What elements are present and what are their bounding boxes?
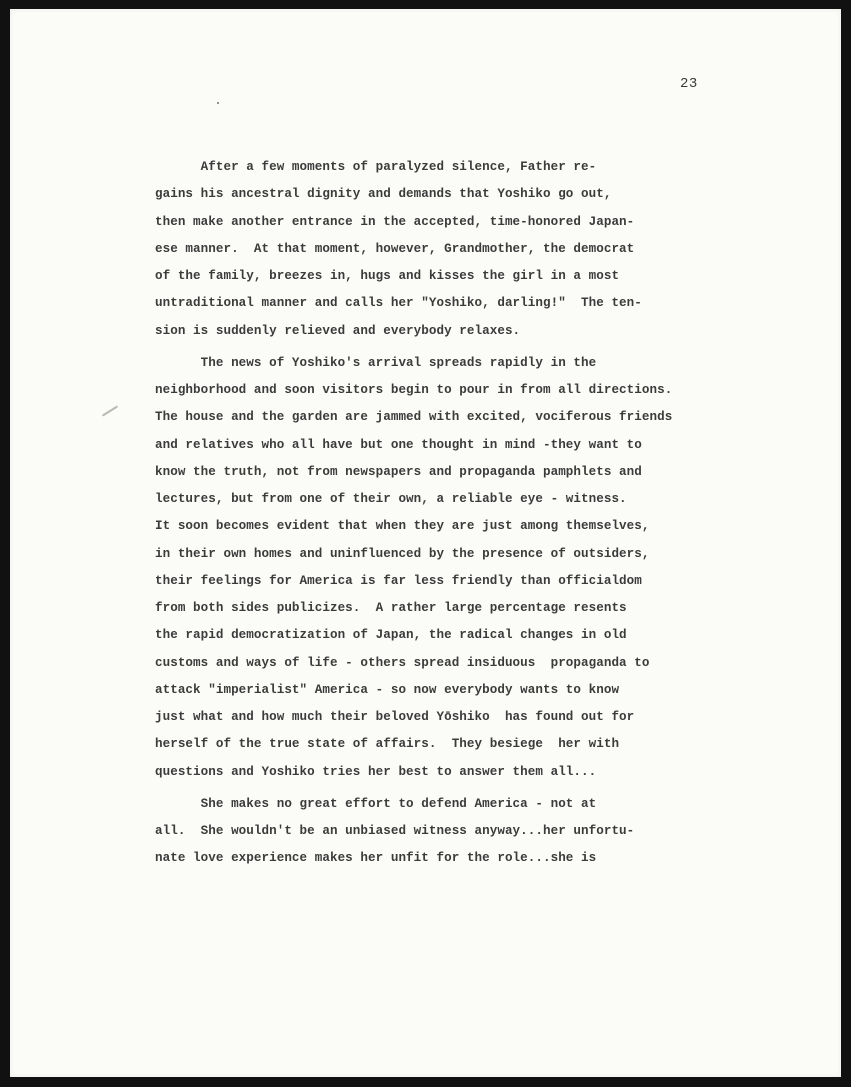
text-line: sion is suddenly relieved and everybody relaxes. <box>155 323 521 338</box>
page-number: 23 <box>680 76 698 92</box>
text-line: neighborhood and soon visitors begin to pour in from all directions. <box>155 383 673 397</box>
text-line: just what and how much their beloved Yōshiko has found out for <box>155 710 635 724</box>
text-line: then make another entrance in the accepted, time-honored Japan- <box>155 214 635 229</box>
dust-speck <box>217 102 219 104</box>
text-line: ese manner. At that moment, however, Grandmother, the democrat <box>155 241 635 256</box>
text-line: It soon becomes evident that when they are just among themselves, <box>155 519 650 534</box>
text-line: all. She wouldn't be an unbiased witness anyway...her unfortu- <box>155 824 635 838</box>
text-line: and relatives who all have but one thought in mind -they want to <box>155 437 642 452</box>
text-line: know the truth, not from newspapers and propaganda pamphlets and <box>155 464 642 479</box>
text-line: lectures, but from one of their own, a reliable eye - witness. <box>155 492 627 506</box>
text-line: in their own homes and uninfluenced by the presence of outsiders, <box>155 546 650 561</box>
text-line: After a few moments of paralyzed silence, Father re- <box>155 160 597 174</box>
text-line: from both sides publicizes. A rather large percentage resents <box>155 601 627 615</box>
text-line: She makes no great effort to defend America - not at <box>155 796 597 811</box>
text-line: the rapid democratization of Japan, the radical changes in old <box>155 628 627 643</box>
paragraph-2 <box>155 350 755 786</box>
text-line: untraditional manner and calls her "Yoshiko, darling!" The ten- <box>155 296 642 311</box>
text-line: nate love experience makes her unfit for the role...she is <box>155 851 597 866</box>
text-line: customs and ways of life - others spread insiduous propaganda to <box>155 655 650 670</box>
text-line: herself of the true state of affairs. They besiege her with <box>155 737 620 752</box>
text-line: of the family, breezes in, hugs and kisses the girl in a most <box>155 269 620 283</box>
manuscript-body <box>155 154 755 873</box>
text-line: attack "imperialist" America - so now everybody wants to know <box>155 682 620 697</box>
paragraph-1 <box>155 154 755 345</box>
text-line: gains his ancestral dignity and demands that Yoshiko go out, <box>155 187 612 202</box>
text-line: The house and the garden are jammed with excited, vociferous friends <box>155 410 673 425</box>
text-line: their feelings for America is far less friendly than officialdom <box>155 573 642 588</box>
text-line: questions and Yoshiko tries her best to answer them all... <box>155 764 597 779</box>
paragraph-3 <box>155 791 755 873</box>
text-line: The news of Yoshiko's arrival spreads rapidly in the <box>155 355 597 370</box>
